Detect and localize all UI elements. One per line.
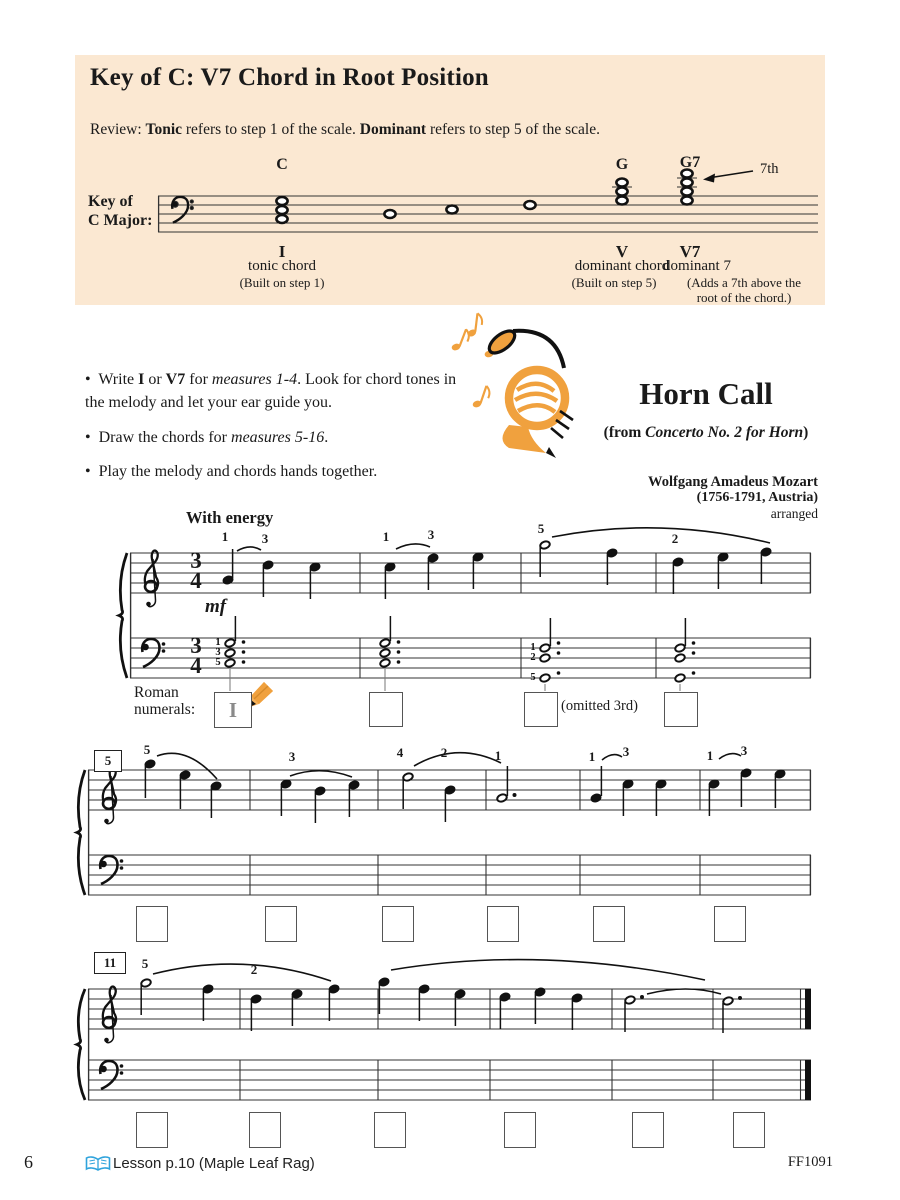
brace [119, 553, 127, 678]
answer-box-m7[interactable] [382, 906, 414, 942]
tonic-numeral: I [278, 242, 286, 261]
fingering: 2 [440, 745, 448, 760]
dominant-note: (Built on step 5) [571, 275, 657, 290]
fingering: 2 [250, 962, 258, 977]
dynamic-marking: mf [205, 596, 227, 617]
fingering: 3 [288, 749, 296, 764]
bullet-dot: • [85, 429, 91, 446]
answer-box-m12[interactable] [249, 1112, 281, 1148]
seventh-label: 7th [760, 161, 779, 177]
grand-staff-system-3 [77, 960, 811, 1100]
arranged-credit: arranged [770, 506, 818, 521]
time-signature-bottom-lh: 4 [190, 653, 202, 678]
answer-box-m3[interactable] [524, 692, 558, 727]
french-horn-illustration [486, 327, 573, 458]
fingering: 2 [671, 531, 679, 546]
brace [77, 989, 85, 1100]
answer-box-m5[interactable] [136, 906, 168, 942]
dominant7-note-2: root of the chord.) [696, 290, 792, 305]
answer-box-m6[interactable] [265, 906, 297, 942]
seventh-arrow [703, 171, 753, 183]
tempo-marking: With energy [186, 508, 274, 527]
fingering: 1 [588, 749, 596, 764]
fingering: 5 [141, 956, 149, 971]
answer-box-m1[interactable] [214, 692, 252, 728]
bullet-3: • Play the melody and chords hands together. [85, 463, 378, 480]
roman-numerals-label: Roman numerals: [134, 684, 196, 718]
tonic-name: tonic chord [248, 258, 316, 274]
answer-box-m10[interactable] [714, 906, 746, 942]
tonic-note: (Built on step 1) [239, 275, 325, 290]
dominant7-numeral: V7 [679, 242, 701, 261]
example-staff [158, 170, 818, 233]
fingering: 3 [261, 531, 269, 546]
book-icon [87, 1157, 110, 1170]
chord-letter-g7: G7 [679, 154, 701, 171]
lh-fingering: 5 [215, 657, 221, 668]
fingering: 5 [537, 521, 545, 536]
answer-box-m4[interactable] [664, 692, 698, 727]
chord-letter-g: G [615, 156, 629, 173]
answer-box-m11[interactable] [136, 1112, 168, 1148]
composer-dates: (1756-1791, Austria) [696, 490, 818, 505]
fingering: 3 [622, 744, 630, 759]
bullet-1: • Write I or V7 for measures 1-4. Look for chord tones in the melody and let your ear guide you. [85, 371, 457, 411]
measure-number-box-5: 5 [94, 750, 122, 772]
grand-staff-system-2 [77, 753, 811, 895]
fingering: 1 [221, 529, 229, 544]
lh-fingering: 1 [530, 642, 536, 653]
omitted-3rd-note: (omitted 3rd) [561, 698, 638, 714]
page-number: 6 [24, 1152, 33, 1172]
fingering: 1 [494, 748, 502, 763]
lh-fingering: 3 [215, 647, 221, 658]
bullet-dot: • [85, 463, 91, 480]
measure-number-box-11: 11 [94, 952, 126, 974]
bullet-2: • Draw the chords for measures 5-16. [85, 429, 329, 446]
fingering: 5 [143, 742, 151, 757]
answer-box-m14[interactable] [504, 1112, 536, 1148]
written-answer: I [228, 698, 238, 722]
brace [77, 770, 85, 895]
answer-box-m16[interactable] [733, 1112, 765, 1148]
fingering: 3 [740, 743, 748, 758]
composer: Wolfgang Amadeus Mozart [648, 474, 818, 490]
bullet-dot: • [85, 371, 91, 388]
chord-letter-c: C [276, 156, 288, 173]
answer-box-m8[interactable] [487, 906, 519, 942]
review-line: Review: Tonic refers to step 1 of the scale. Dominant refers to step 5 of the scale. [90, 121, 600, 138]
catalog-number: FF1091 [787, 1154, 833, 1170]
time-signature-top-rh: 3 [190, 548, 202, 573]
answer-box-m9[interactable] [593, 906, 625, 942]
time-signature-top-lh: 3 [190, 633, 202, 658]
dominant-name: dominant chord [574, 258, 670, 274]
fingering: 1 [382, 529, 390, 544]
key-label: Key of C Major: [88, 193, 153, 229]
lh-fingering: 1 [215, 637, 221, 648]
piece-title: Horn Call [639, 376, 773, 411]
page-title: Key of C: V7 Chord in Root Position [90, 64, 489, 91]
dominant7-name: dominant 7 [663, 258, 731, 274]
answer-box-m15[interactable] [632, 1112, 664, 1148]
answer-box-m2[interactable] [369, 692, 403, 727]
dominant-numeral: V [615, 242, 629, 261]
time-signature-bottom-rh: 4 [190, 568, 202, 593]
fingering: 4 [396, 745, 404, 760]
lh-fingering: 2 [530, 652, 536, 663]
lh-fingering: 5 [530, 672, 536, 683]
piece-subtitle: (from Concerto No. 2 for Horn) [603, 424, 809, 441]
fingering: 1 [706, 748, 714, 763]
answer-box-m13[interactable] [374, 1112, 406, 1148]
dominant7-note-1: (Adds a 7th above the [686, 275, 802, 290]
fingering: 3 [427, 527, 435, 542]
lesson-cross-reference: Lesson p.10 (Maple Leaf Rag) [113, 1155, 315, 1172]
